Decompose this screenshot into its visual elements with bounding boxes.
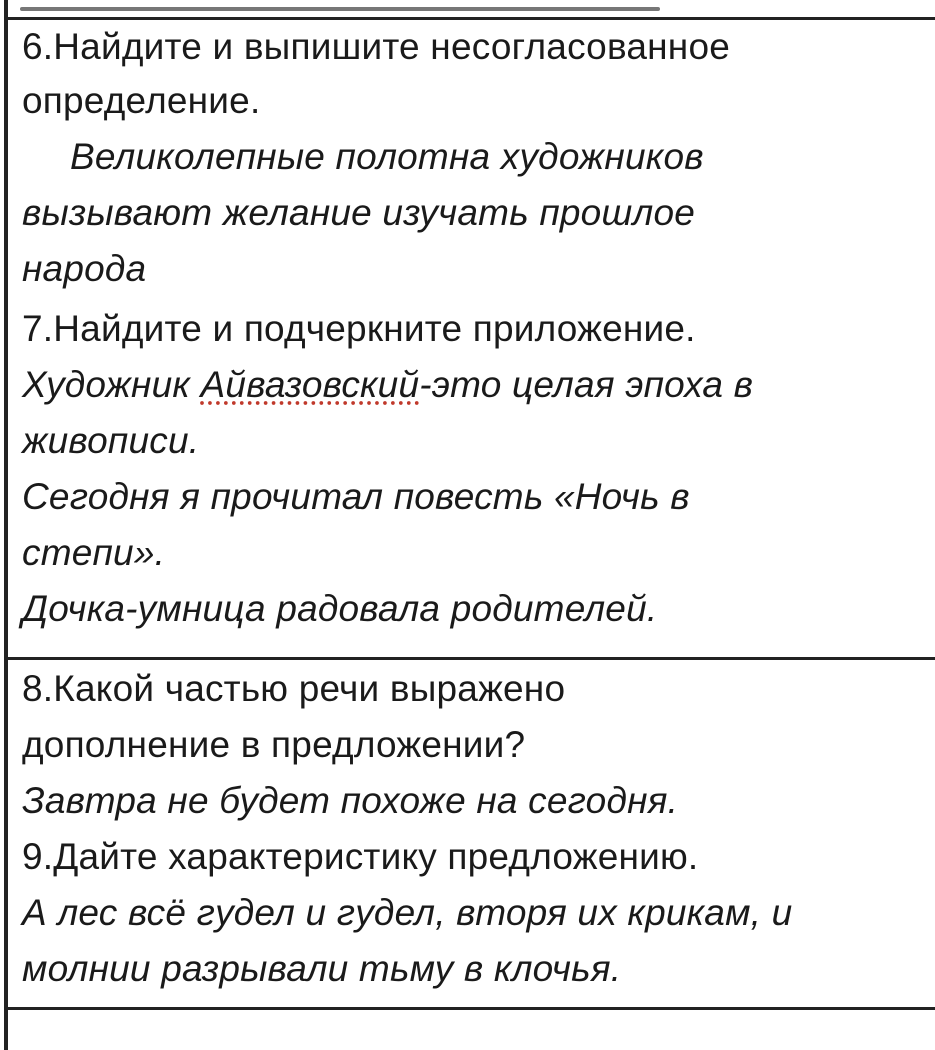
task7-example3: Дочка-умница радовала родителей. (22, 588, 658, 629)
cut-off-text (20, 7, 660, 11)
task8-question-line2: дополнение в предложении? (22, 724, 526, 765)
task7-ex1-part1: Художник (22, 364, 201, 405)
task-row-8-9 (8, 660, 935, 1010)
task7-example2-line1: Сегодня я прочитал повесть «Ночь в (22, 476, 690, 517)
task6-example-line3: народа (22, 248, 147, 289)
task7-question: 7.Найдите и подчеркните приложение. (22, 308, 696, 349)
task8-question-line1: 8.Какой частью речи выражено (22, 668, 566, 709)
task-row-6-7 (8, 20, 935, 660)
spellcheck-underlined-word: Айвазовский (200, 364, 420, 405)
previous-task-row (8, 0, 935, 20)
task7-example2-line2: степи». (22, 532, 166, 573)
task8-example: Завтра не будет похоже на сегодня. (22, 780, 679, 821)
task6-question-line2: определение. (22, 80, 261, 121)
task7-ex1-part2: -это целая эпоха в (419, 364, 754, 405)
task9-example-line1: А лес всё гудел и гудел, вторя их крикам, и (22, 892, 793, 933)
task6-question-line1: 6.Найдите и выпишите несогласованное (22, 26, 730, 67)
task9-question: 9.Дайте характеристику предложению. (22, 836, 699, 877)
task7-example1-line2: живописи. (22, 420, 200, 461)
task7-example1-line1 (22, 366, 753, 403)
task9-example-line2: молнии разрывали тьму в клочья. (22, 948, 622, 989)
worksheet-table (4, 0, 935, 1050)
task6-example-line1: Великолепные полотна художников (70, 136, 704, 177)
next-task-row (8, 1010, 935, 1050)
task6-example-line2: вызывают желание изучать прошлое (22, 192, 695, 233)
